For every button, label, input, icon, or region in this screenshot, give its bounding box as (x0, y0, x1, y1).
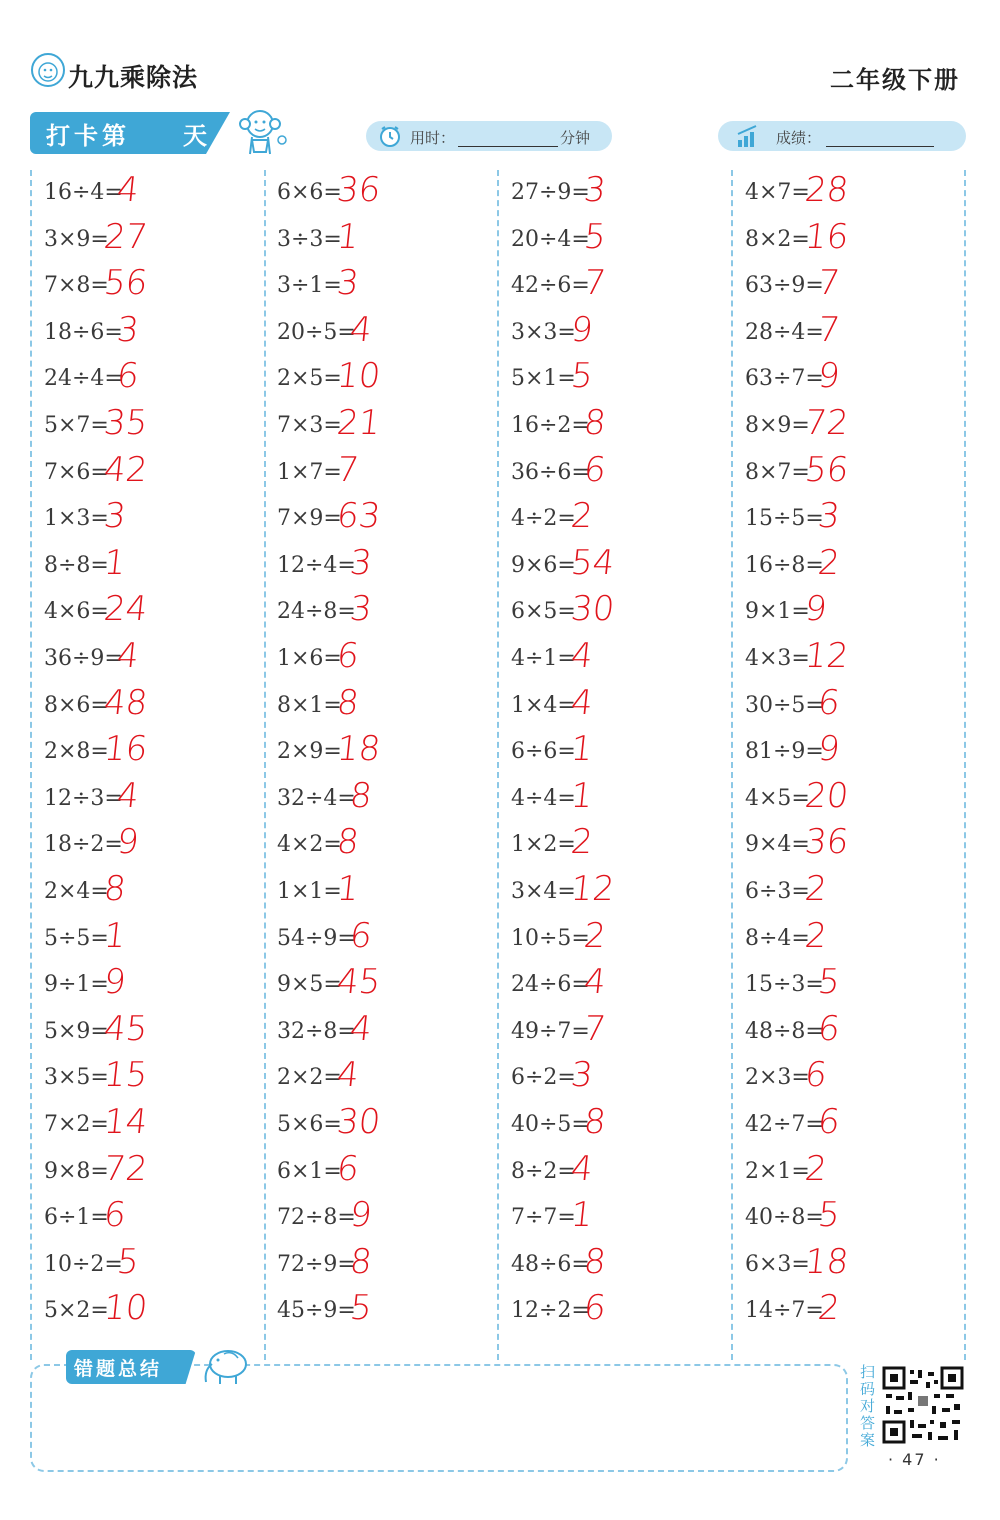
problem-question: 2×2= (277, 1065, 342, 1091)
problem-answer[interactable]: 8 (581, 403, 608, 443)
problem-question: 6÷1= (44, 1205, 109, 1231)
problem-question: 10÷2= (44, 1251, 123, 1277)
problem-answer[interactable]: 45 (101, 1008, 150, 1049)
problem-answer[interactable]: 8 (101, 869, 128, 909)
problem-question: 4÷2= (511, 506, 576, 532)
problem-answer[interactable]: 2 (568, 496, 595, 537)
problem-question: 27÷9= (511, 180, 590, 205)
problem-answer[interactable]: 42 (101, 449, 150, 490)
problem-answer[interactable]: 12 (568, 869, 617, 909)
problem-question: 4×7= (745, 180, 810, 205)
problem-answer[interactable]: 6 (815, 1102, 842, 1142)
problem-answer[interactable]: 2 (802, 869, 829, 909)
problem-question: 4×5= (745, 785, 810, 811)
problem-question: 8÷8= (44, 552, 109, 578)
problem-question: 30÷5= (745, 692, 824, 718)
problem-question: 1×3= (44, 506, 109, 532)
column-divider (264, 170, 266, 1360)
problem-answer[interactable]: 1 (568, 775, 595, 816)
problem-question: 1×6= (277, 646, 342, 671)
problem-answer[interactable]: 10 (101, 1288, 150, 1329)
problem-answer[interactable]: 3 (347, 542, 374, 583)
problem-answer[interactable]: 24 (101, 589, 150, 630)
book-title: 九九乘除法 (68, 63, 199, 92)
problem-question: 1×7= (277, 459, 342, 485)
problem-answer[interactable]: 3 (334, 263, 361, 304)
problem-answer[interactable]: 8 (581, 1102, 608, 1142)
problem-answer[interactable]: 6 (581, 1288, 608, 1329)
time-label: 用时： (410, 129, 456, 147)
problem-answer[interactable]: 6 (334, 636, 361, 676)
problem-answer[interactable]: 1 (334, 216, 361, 257)
problem-answer[interactable]: 9 (101, 962, 128, 1003)
problem-question: 28÷4= (745, 319, 824, 345)
problem-question: 20÷5= (277, 319, 356, 345)
problem-question: 7×9= (277, 506, 342, 532)
problem-question: 4×6= (44, 599, 109, 625)
problem-answer[interactable]: 1 (101, 915, 128, 956)
problem-question: 3÷3= (277, 226, 342, 252)
problem-question: 6×5= (511, 599, 576, 625)
column-divider (497, 170, 499, 1360)
problem-answer[interactable]: 9 (114, 822, 141, 863)
problem-answer[interactable]: 6 (334, 1148, 361, 1189)
problem-answer[interactable]: 20 (802, 775, 851, 816)
problem-answer[interactable]: 5 (815, 1195, 842, 1236)
problem-answer[interactable]: 54 (568, 542, 617, 583)
problem-question: 48÷8= (745, 1018, 824, 1044)
problem-question: 16÷8= (745, 552, 824, 578)
problem-question: 7÷7= (511, 1205, 576, 1231)
problem-answer[interactable]: 4 (568, 636, 595, 676)
problem-question: 48÷6= (511, 1251, 590, 1277)
problem-question: 7×6= (44, 459, 109, 485)
problem-answer[interactable]: 8 (334, 682, 361, 723)
problem-question: 8×2= (745, 226, 810, 252)
problem-answer[interactable]: 3 (114, 309, 141, 350)
column-divider (731, 170, 733, 1360)
problem-question: 12÷2= (511, 1298, 590, 1324)
problem-answer[interactable]: 9 (568, 309, 595, 350)
problem-question: 9×6= (511, 552, 576, 578)
problem-answer[interactable]: 7 (581, 1008, 608, 1049)
problem-answer[interactable]: 3 (101, 496, 128, 537)
checkin-label: 打卡第 (46, 122, 130, 150)
problem-question: 9×8= (44, 1158, 109, 1184)
problem-answer[interactable]: 9 (802, 589, 829, 630)
problem-answer[interactable]: 16 (802, 216, 851, 257)
monkey-icon (232, 104, 290, 160)
problem-question: 5×7= (44, 413, 109, 438)
problem-question: 5×9= (44, 1018, 109, 1044)
problem-question: 4÷1= (511, 646, 576, 671)
problem-question: 9×5= (277, 972, 342, 998)
page-number: · 47 · (888, 1450, 941, 1469)
problem-answer[interactable]: 14 (101, 1102, 150, 1142)
problem-answer[interactable]: 18 (334, 729, 383, 770)
problem-answer[interactable]: 27 (101, 216, 150, 257)
problem-question: 2×8= (44, 739, 109, 765)
problem-answer[interactable]: 8 (581, 1241, 608, 1282)
problem-answer[interactable]: 6 (815, 1008, 842, 1049)
problem-answer[interactable]: 30 (568, 589, 617, 630)
right-border (964, 170, 966, 1360)
score-blank[interactable] (826, 146, 934, 147)
problem-question: 5×6= (277, 1112, 342, 1137)
problem-question: 1×1= (277, 879, 342, 904)
problem-question: 7×8= (44, 273, 109, 299)
problem-question: 3×4= (511, 879, 576, 904)
problem-question: 6×3= (745, 1251, 810, 1277)
clock-icon (378, 124, 402, 148)
problem-question: 32÷8= (277, 1018, 356, 1044)
problem-answer[interactable]: 7 (581, 263, 608, 304)
problem-question: 8×9= (745, 413, 810, 438)
problem-question: 24÷6= (511, 972, 590, 998)
scan-caption: 扫码对答案 (860, 1363, 876, 1449)
problem-answer[interactable]: 5 (815, 962, 842, 1003)
problem-answer[interactable]: 4 (568, 1148, 595, 1189)
problem-answer[interactable]: 28 (802, 170, 851, 210)
problem-answer[interactable]: 7 (815, 263, 842, 304)
problem-question: 49÷7= (511, 1018, 590, 1044)
problem-question: 8×1= (277, 692, 342, 718)
problem-question: 4×2= (277, 832, 342, 858)
problem-answer[interactable]: 7 (334, 449, 361, 490)
problem-answer[interactable]: 2 (802, 915, 829, 956)
problem-question: 14÷7= (745, 1298, 824, 1324)
problem-answer[interactable]: 36 (334, 170, 383, 210)
problem-question: 12÷3= (44, 785, 123, 811)
problem-answer[interactable]: 10 (334, 356, 383, 397)
summary-label: 错题总结 (74, 1358, 163, 1380)
problem-answer[interactable]: 3 (347, 589, 374, 630)
problem-answer[interactable]: 16 (101, 729, 150, 770)
problem-question: 63÷7= (745, 366, 824, 392)
problem-question: 8÷2= (511, 1158, 576, 1184)
problem-question: 72÷9= (277, 1251, 356, 1277)
problem-answer[interactable]: 5 (581, 216, 608, 257)
problem-answer[interactable]: 2 (815, 1288, 842, 1329)
problem-question: 45÷9= (277, 1298, 356, 1324)
problem-question: 3×5= (44, 1065, 109, 1091)
problem-question: 24÷8= (277, 599, 356, 625)
problem-answer[interactable]: 2 (802, 1148, 829, 1189)
problem-question: 3×3= (511, 319, 576, 345)
problem-answer[interactable]: 1 (101, 542, 128, 583)
problem-answer[interactable]: 56 (802, 449, 851, 490)
problem-question: 15÷5= (745, 506, 824, 532)
problem-question: 40÷8= (745, 1205, 824, 1231)
problem-question: 7×2= (44, 1112, 109, 1137)
problem-answer[interactable]: 72 (802, 403, 851, 443)
problem-question: 3×9= (44, 226, 109, 252)
problem-answer[interactable]: 2 (815, 542, 842, 583)
problem-question: 24÷4= (44, 366, 123, 392)
problem-question: 5×1= (511, 366, 576, 392)
problem-question: 8×7= (745, 459, 810, 485)
problem-answer[interactable]: 18 (802, 1241, 851, 1282)
problem-question: 3÷1= (277, 273, 342, 299)
problem-answer[interactable]: 6 (114, 356, 141, 397)
problem-answer[interactable]: 4 (347, 309, 374, 350)
problem-question: 20÷4= (511, 226, 590, 252)
problem-answer[interactable]: 15 (101, 1055, 150, 1096)
problem-question: 72÷8= (277, 1205, 356, 1231)
elephant-icon (198, 1344, 254, 1386)
problem-answer[interactable]: 9 (815, 356, 842, 397)
problem-answer[interactable]: 6 (802, 1055, 829, 1096)
qr-code-icon[interactable] (882, 1366, 964, 1444)
problem-answer[interactable]: 21 (334, 403, 383, 443)
problem-question: 42÷7= (745, 1112, 824, 1137)
problem-answer[interactable]: 4 (114, 170, 141, 210)
problem-answer[interactable]: 30 (334, 1102, 383, 1142)
problem-answer[interactable]: 1 (568, 729, 595, 770)
problem-question: 2×5= (277, 366, 342, 392)
problem-question: 6÷3= (745, 879, 810, 904)
problem-question: 6÷2= (511, 1065, 576, 1091)
problem-answer[interactable]: 6 (101, 1195, 128, 1236)
problem-question: 2×4= (44, 879, 109, 904)
problem-answer[interactable]: 5 (347, 1288, 374, 1329)
problem-answer[interactable]: 56 (101, 263, 150, 304)
problem-question: 2×3= (745, 1065, 810, 1091)
problem-answer[interactable]: 5 (114, 1241, 141, 1282)
problem-answer[interactable]: 4 (114, 636, 141, 676)
problem-answer[interactable]: 4 (347, 1008, 374, 1049)
problem-answer[interactable]: 4 (114, 775, 141, 816)
problem-question: 36÷6= (511, 459, 590, 485)
problem-question: 10÷5= (511, 925, 590, 951)
problem-question: 4×3= (745, 646, 810, 671)
problem-question: 2×9= (277, 739, 342, 765)
problem-question: 5÷5= (44, 925, 109, 951)
problem-question: 18÷2= (44, 832, 123, 858)
problem-answer[interactable]: 1 (568, 1195, 595, 1236)
problem-question: 5×2= (44, 1298, 109, 1324)
problem-answer[interactable]: 35 (101, 403, 150, 443)
problem-question: 6×6= (277, 180, 342, 205)
score-label: 成绩： (776, 129, 822, 147)
checkin-unit: 天 (183, 122, 207, 150)
problem-answer[interactable]: 9 (815, 729, 842, 770)
left-border (30, 170, 32, 1360)
problem-answer[interactable]: 8 (347, 1241, 374, 1282)
problem-answer[interactable]: 9 (347, 1195, 374, 1236)
problem-question: 40÷5= (511, 1112, 590, 1137)
problem-answer[interactable]: 72 (101, 1148, 150, 1189)
problem-answer[interactable]: 3 (815, 496, 842, 537)
problem-question: 8÷4= (745, 925, 810, 951)
problem-question: 6×1= (277, 1158, 342, 1184)
problem-answer[interactable]: 45 (334, 962, 383, 1003)
problem-answer[interactable]: 63 (334, 496, 383, 537)
problem-answer[interactable]: 7 (815, 309, 842, 350)
problem-answer[interactable]: 36 (802, 822, 851, 863)
time-blank[interactable] (458, 146, 558, 147)
problem-question: 4÷4= (511, 785, 576, 811)
problem-answer[interactable]: 6 (815, 682, 842, 723)
problem-answer[interactable]: 12 (802, 636, 851, 676)
problem-answer[interactable]: 5 (568, 356, 595, 397)
problem-answer[interactable]: 1 (334, 869, 361, 909)
problem-question: 32÷4= (277, 785, 356, 811)
problem-question: 63÷9= (745, 273, 824, 299)
score-bars-icon (736, 124, 762, 148)
problem-question: 81÷9= (745, 739, 824, 765)
problem-question: 9×4= (745, 832, 810, 858)
grade-label: 二年级下册 (830, 66, 960, 94)
problem-question: 6÷6= (511, 739, 576, 765)
problem-answer[interactable]: 8 (334, 822, 361, 863)
problem-question: 1×2= (511, 832, 576, 858)
problem-answer[interactable]: 48 (101, 682, 150, 723)
problem-answer[interactable]: 6 (581, 449, 608, 490)
problem-question: 16÷2= (511, 413, 590, 438)
problem-question: 15÷3= (745, 972, 824, 998)
problem-question: 12÷4= (277, 552, 356, 578)
time-unit: 分钟 (560, 129, 591, 147)
problem-question: 16÷4= (44, 180, 123, 205)
problem-answer[interactable]: 4 (581, 962, 608, 1003)
problem-answer[interactable]: 4 (568, 682, 595, 723)
problem-question: 2×1= (745, 1158, 810, 1184)
problem-question: 36÷9= (44, 646, 123, 671)
problem-answer[interactable]: 2 (568, 822, 595, 863)
problem-answer[interactable]: 6 (347, 915, 374, 956)
problem-answer[interactable]: 4 (334, 1055, 361, 1096)
problem-question: 42÷6= (511, 273, 590, 299)
problem-question: 9÷1= (44, 972, 109, 998)
problem-question: 54÷9= (277, 925, 356, 951)
problem-answer[interactable]: 3 (581, 170, 608, 210)
problem-answer[interactable]: 8 (347, 775, 374, 816)
problem-question: 9×1= (745, 599, 810, 625)
problem-question: 1×4= (511, 692, 576, 718)
problem-answer[interactable]: 2 (581, 915, 608, 956)
problem-answer[interactable]: 3 (568, 1055, 595, 1096)
problem-question: 7×3= (277, 413, 342, 438)
lion-logo-icon (28, 50, 68, 90)
problem-question: 8×6= (44, 692, 109, 718)
problem-question: 18÷6= (44, 319, 123, 345)
